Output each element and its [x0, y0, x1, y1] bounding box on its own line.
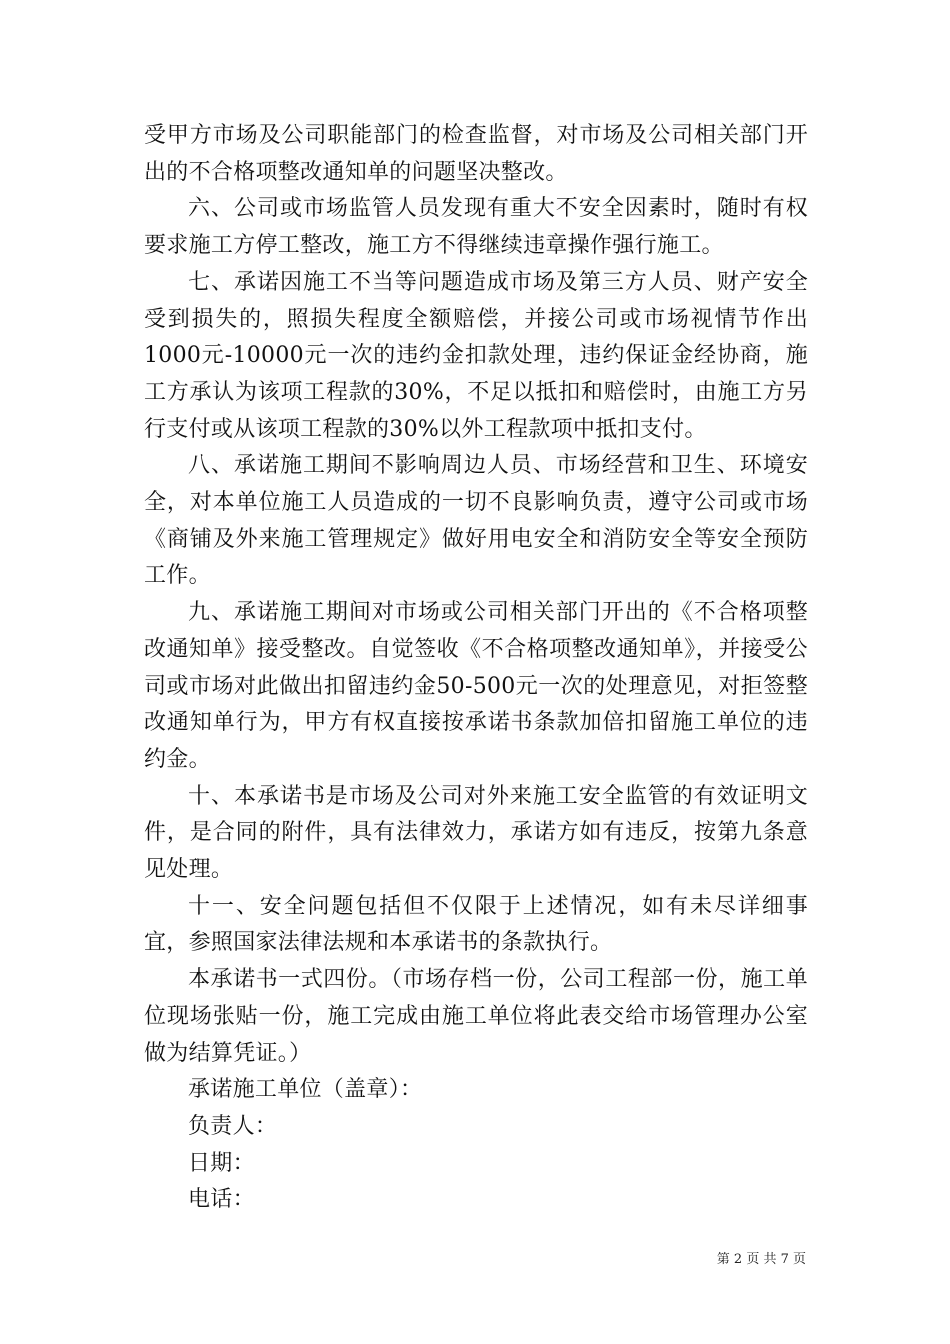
page-number-footer: 第 2 页 共 7 页	[716, 1252, 806, 1267]
signature-date-label: 日期：	[188, 1150, 255, 1176]
paragraph-clause-10: 十、本承诺书是市场及公司对外来施工安全监管的有效证明文件，是合同的附件，具有法律效力，承诺方如有违反，按第九条意见处理。	[144, 783, 808, 883]
signature-responsible-label: 负责人：	[188, 1113, 278, 1139]
paragraph-clause-8: 八、承诺施工期间不影响周边人员、市场经营和卫生、环境安全，对本单位施工人员造成的一切不良影响负责，遵守公司或市场《商铺及外来施工管理规定》做好用电安全和消防安全等安全预防工作。	[144, 453, 808, 589]
paragraph-clause-7: 七、承诺因施工不当等问题造成市场及第三方人员、财产安全受到损失的，照损失程度全额赔偿，并接公司或市场视情节作出1000元-10000元一次的违约金扣款处理，违约保证金经协商，施工方承认为该项工程款的30%，不足以抵扣和赔偿时，由施工方另行支付或从该项工程款的30%以外工程款项中抵扣支付。	[144, 269, 808, 442]
signature-phone-label: 电话：	[188, 1187, 255, 1213]
paragraph-clause-11: 十一、安全问题包括但不仅限于上述情况，如有未尽详细事宜，参照国家法律法规和本承诺书的条款执行。	[144, 893, 808, 956]
paragraph-continuation: 受甲方市场及公司职能部门的检查监督，对市场及公司相关部门开出的不合格项整改通知单的问题坚决整改。	[144, 123, 808, 185]
paragraph-copies-note: 本承诺书一式四份。（市场存档一份，公司工程部一份，施工单位现场张贴一份，施工完成由施工单位将此表交给市场管理办公室做为结算凭证。）	[144, 967, 808, 1066]
signature-unit-label: 承诺施工单位（盖章）：	[188, 1077, 423, 1103]
paragraph-clause-6: 六、公司或市场监管人员发现有重大不安全因素时，随时有权要求施工方停工整改，施工方不得继续违章操作强行施工。	[144, 196, 808, 259]
document-body	[144, 118, 808, 1219]
paragraph-clause-9: 九、承诺施工期间对市场或公司相关部门开出的《不合格项整改通知单》接受整改。自觉签收《不合格项整改通知单》，并接受公司或市场对此做出扣留违约金50-500元一次的处理意见，对拒签整改通知单行为，甲方有权直接按承诺书条款加倍扣留施工单位的违约金。	[144, 600, 808, 772]
